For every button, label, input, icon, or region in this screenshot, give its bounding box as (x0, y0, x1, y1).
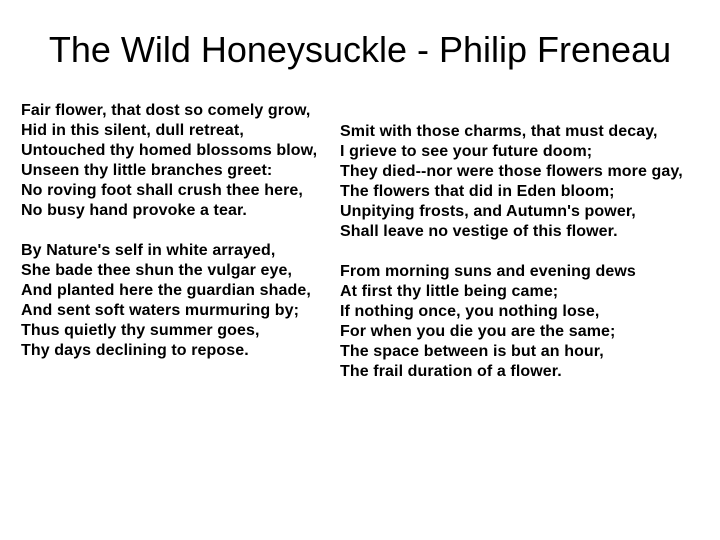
poem-line: Fair flower, that dost so comely grow, (21, 102, 311, 119)
slide-title: The Wild Honeysuckle - Philip Freneau (48, 29, 672, 70)
stanza-1 (21, 101, 333, 221)
poem-line: They died--nor were those flowers more gay, (340, 163, 683, 180)
poem-line: Smit with those charms, that must decay, (340, 123, 658, 140)
poem-line: Untouched thy homed blossoms blow, (21, 142, 318, 159)
poem-line: And planted here the guardian shade, (21, 282, 311, 299)
poem-line: The space between is but an hour, (340, 343, 604, 360)
poem-line: Shall leave no vestige of this flower. (340, 223, 618, 240)
poem-line: Thus quietly thy summer goes, (21, 322, 260, 339)
poem-left-column (21, 101, 333, 361)
stanza-4 (340, 262, 720, 382)
poem-line: The flowers that did in Eden bloom; (340, 183, 615, 200)
poem-line: The frail duration of a flower. (340, 363, 562, 380)
poem-line: No roving foot shall crush thee here, (21, 182, 303, 199)
poem-line: By Nature's self in white arrayed, (21, 242, 276, 259)
poem-line: At first thy little being came; (340, 283, 559, 300)
stanza-3 (340, 122, 720, 242)
poem-line: If nothing once, you nothing lose, (340, 303, 600, 320)
poem-line: From morning suns and evening dews (340, 263, 636, 280)
poem-line: And sent soft waters murmuring by; (21, 302, 300, 319)
poem-line: Hid in this silent, dull retreat, (21, 122, 244, 139)
poem-line: Thy days declining to repose. (21, 342, 249, 359)
poem-line: I grieve to see your future doom; (340, 143, 593, 160)
poem-line: Unseen thy little branches greet: (21, 162, 273, 179)
poem-line: She bade thee shun the vulgar eye, (21, 262, 293, 279)
poem-line: For when you die you are the same; (340, 323, 616, 340)
poem-line: No busy hand provoke a tear. (21, 202, 247, 219)
stanza-2 (21, 241, 333, 361)
poem-right-column (340, 122, 720, 382)
poem-line: Unpitying frosts, and Autumn's power, (340, 203, 636, 220)
